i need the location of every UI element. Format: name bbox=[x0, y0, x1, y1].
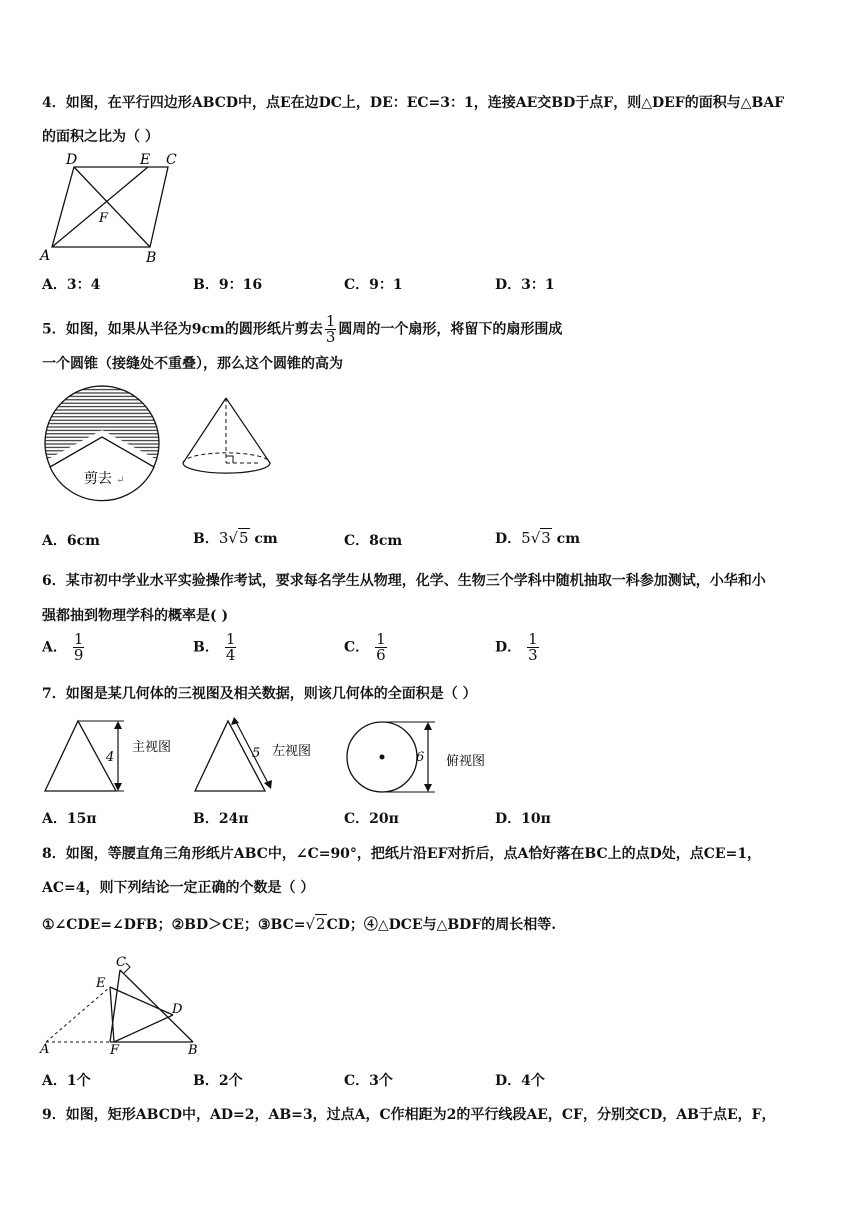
q7-option-b[interactable]: B．24π bbox=[193, 811, 249, 827]
q7-option-c[interactable]: C．20π bbox=[344, 811, 399, 827]
q8-text-line2: AC=4，则下列结论一定正确的个数是（ ） bbox=[42, 880, 315, 896]
q4-label-F: F bbox=[99, 211, 109, 226]
q4-label-D: D bbox=[66, 152, 78, 168]
q7-side-dimension: 5 bbox=[252, 746, 261, 761]
q4-option-b[interactable]: B．9：16 bbox=[193, 277, 263, 293]
q5-option-b-label: B． bbox=[193, 531, 219, 547]
q7-front-view-label: 主视图 bbox=[132, 740, 172, 755]
q4-option-a[interactable]: A．3：4 bbox=[42, 277, 101, 293]
q6-option-c-denominator: 6 bbox=[376, 646, 386, 664]
q6-option-a-denominator: 9 bbox=[73, 646, 84, 664]
q6-text-line2: 强都抽到物理学科的概率是( ) bbox=[42, 608, 229, 624]
q6-option-d-label: D． bbox=[495, 639, 522, 656]
q4-option-c[interactable]: C．9：1 bbox=[344, 277, 403, 293]
q5-option-b[interactable] bbox=[193, 528, 278, 548]
q5-text-post: 圆周的一个扇形，将留下的扇形围成 bbox=[338, 321, 563, 338]
q7-top-dimension: 6 bbox=[416, 750, 425, 765]
q8-option-d[interactable]: D．4个 bbox=[495, 1073, 545, 1089]
q7-option-a[interactable]: A．15π bbox=[42, 811, 97, 827]
q5-option-b-radicand: 5 bbox=[238, 529, 249, 547]
q8-label-D: D bbox=[172, 1002, 183, 1017]
q5-option-d-label: D． bbox=[495, 531, 522, 547]
q8-label-A: A bbox=[40, 1042, 50, 1057]
q5-option-d-expr: 5√3 bbox=[521, 529, 551, 547]
q8-sqrt-radicand: 2 bbox=[316, 915, 326, 933]
q5-fraction-denominator: 3 bbox=[325, 328, 336, 346]
q6-option-b-label: B． bbox=[193, 639, 219, 656]
q6-option-a-label: A． bbox=[42, 639, 67, 656]
q8-option-b[interactable]: B．2个 bbox=[193, 1073, 243, 1089]
q7-side-view-label: 左视图 bbox=[272, 744, 312, 759]
q8-option-a[interactable]: A．1个 bbox=[42, 1073, 91, 1089]
q4-label-A: A bbox=[40, 248, 51, 264]
q8-label-B: B bbox=[188, 1043, 198, 1058]
q5-option-b-expr: 3√5 bbox=[218, 529, 249, 547]
q6-option-d[interactable] bbox=[495, 632, 541, 663]
q6-option-d-denominator: 3 bbox=[528, 646, 538, 664]
q4-label-C: C bbox=[166, 152, 177, 168]
q6-option-d-fraction bbox=[527, 632, 539, 663]
q6-option-b[interactable] bbox=[193, 632, 238, 663]
q6-option-b-fraction bbox=[225, 632, 237, 663]
q6-option-a-numerator: 1 bbox=[73, 630, 84, 648]
q8-text-line1: 8．如图，等腰直角三角形纸片ABC中，∠C=90°，把纸片沿EF对折后，点A恰好落在BC上的点D处，点CE=1， bbox=[42, 846, 762, 862]
q8-label-C: C bbox=[116, 955, 126, 970]
q5-option-b-unit: cm bbox=[254, 531, 278, 547]
q8-sqrt-expr: √2 bbox=[305, 915, 326, 933]
q5-text-pre: 5．如图，如果从半径为9cm的圆形纸片剪去 bbox=[42, 321, 323, 338]
q6-option-c-label: C． bbox=[344, 639, 370, 656]
q7-three-views-figure bbox=[40, 715, 500, 800]
q8-text-line3 bbox=[42, 914, 556, 934]
q5-text-line1 bbox=[42, 314, 562, 345]
q5-option-a[interactable]: A．6cm bbox=[42, 533, 100, 549]
q5-option-d-unit: cm bbox=[556, 531, 581, 547]
q7-option-d[interactable]: D．10π bbox=[495, 811, 551, 827]
q6-option-a-fraction bbox=[73, 632, 85, 663]
q5-fraction bbox=[325, 314, 337, 345]
q5-fraction-numerator: 1 bbox=[325, 312, 336, 330]
q5-option-c[interactable]: C．8cm bbox=[344, 533, 403, 549]
q4-parallelogram-figure bbox=[38, 150, 188, 265]
q8-statements-post: CD；④△DCE与△BDF的周长相等. bbox=[326, 917, 557, 933]
q5-option-b-coef: 3 bbox=[218, 529, 229, 547]
q8-label-E: E bbox=[96, 976, 106, 991]
q5-cut-label: 剪去 bbox=[84, 471, 112, 487]
q9-text-line1: 9．如图，矩形ABCD中，AD=2，AB=3，过点A，C作相距为2的平行线段AE，CF，分别交CD，AB于点E，F， bbox=[42, 1107, 776, 1123]
q6-option-a[interactable] bbox=[42, 632, 86, 663]
q6-option-b-denominator: 4 bbox=[225, 646, 236, 664]
q6-text-line1: 6．某市初中学业水平实验操作考试，要求每名学生从物理，化学、生物三个学科中随机抽取一科参加测试，小华和小 bbox=[42, 573, 766, 589]
q6-option-c-numerator: 1 bbox=[376, 630, 386, 648]
q7-text-line1: 7．如图是某几何体的三视图及相关数据，则该几何体的全面积是（ ） bbox=[42, 686, 477, 702]
q6-option-c[interactable] bbox=[344, 632, 389, 663]
q4-option-d[interactable]: D．3：1 bbox=[495, 277, 555, 293]
svg-text:↵: ↵ bbox=[116, 475, 125, 486]
q8-label-F: F bbox=[110, 1043, 120, 1058]
q6-option-d-numerator: 1 bbox=[528, 630, 538, 648]
q5-cone-figure bbox=[180, 395, 275, 485]
q7-top-view-label: 俯视图 bbox=[446, 754, 486, 769]
q5-option-d-radicand: 3 bbox=[541, 529, 551, 547]
q8-triangle-fold-figure bbox=[38, 955, 203, 1058]
q5-text-line2: 一个圆锥（接缝处不重叠），那么这个圆锥的高为 bbox=[42, 356, 343, 372]
q6-option-c-fraction bbox=[375, 632, 387, 663]
q6-option-b-numerator: 1 bbox=[225, 630, 236, 648]
q5-option-d[interactable] bbox=[495, 528, 580, 548]
q4-label-E: E bbox=[140, 152, 151, 168]
q4-text-line1: 4．如图，在平行四边形ABCD中，点E在边DC上，DE：EC=3：1，连接AE交BD于点F，则△DEF的面积与△BAF bbox=[42, 95, 785, 111]
q5-option-d-coef: 5 bbox=[521, 529, 531, 547]
q7-front-dimension: 4 bbox=[106, 750, 115, 765]
q5-circle-cut-figure bbox=[42, 385, 164, 507]
q4-label-B: B bbox=[146, 250, 157, 266]
q8-statements-pre: ①∠CDE=∠DFB；②BD＞CE；③BC= bbox=[42, 917, 306, 933]
q8-option-c[interactable]: C．3个 bbox=[344, 1073, 393, 1089]
q4-text-line2: 的面积之比为（ ） bbox=[42, 129, 159, 145]
